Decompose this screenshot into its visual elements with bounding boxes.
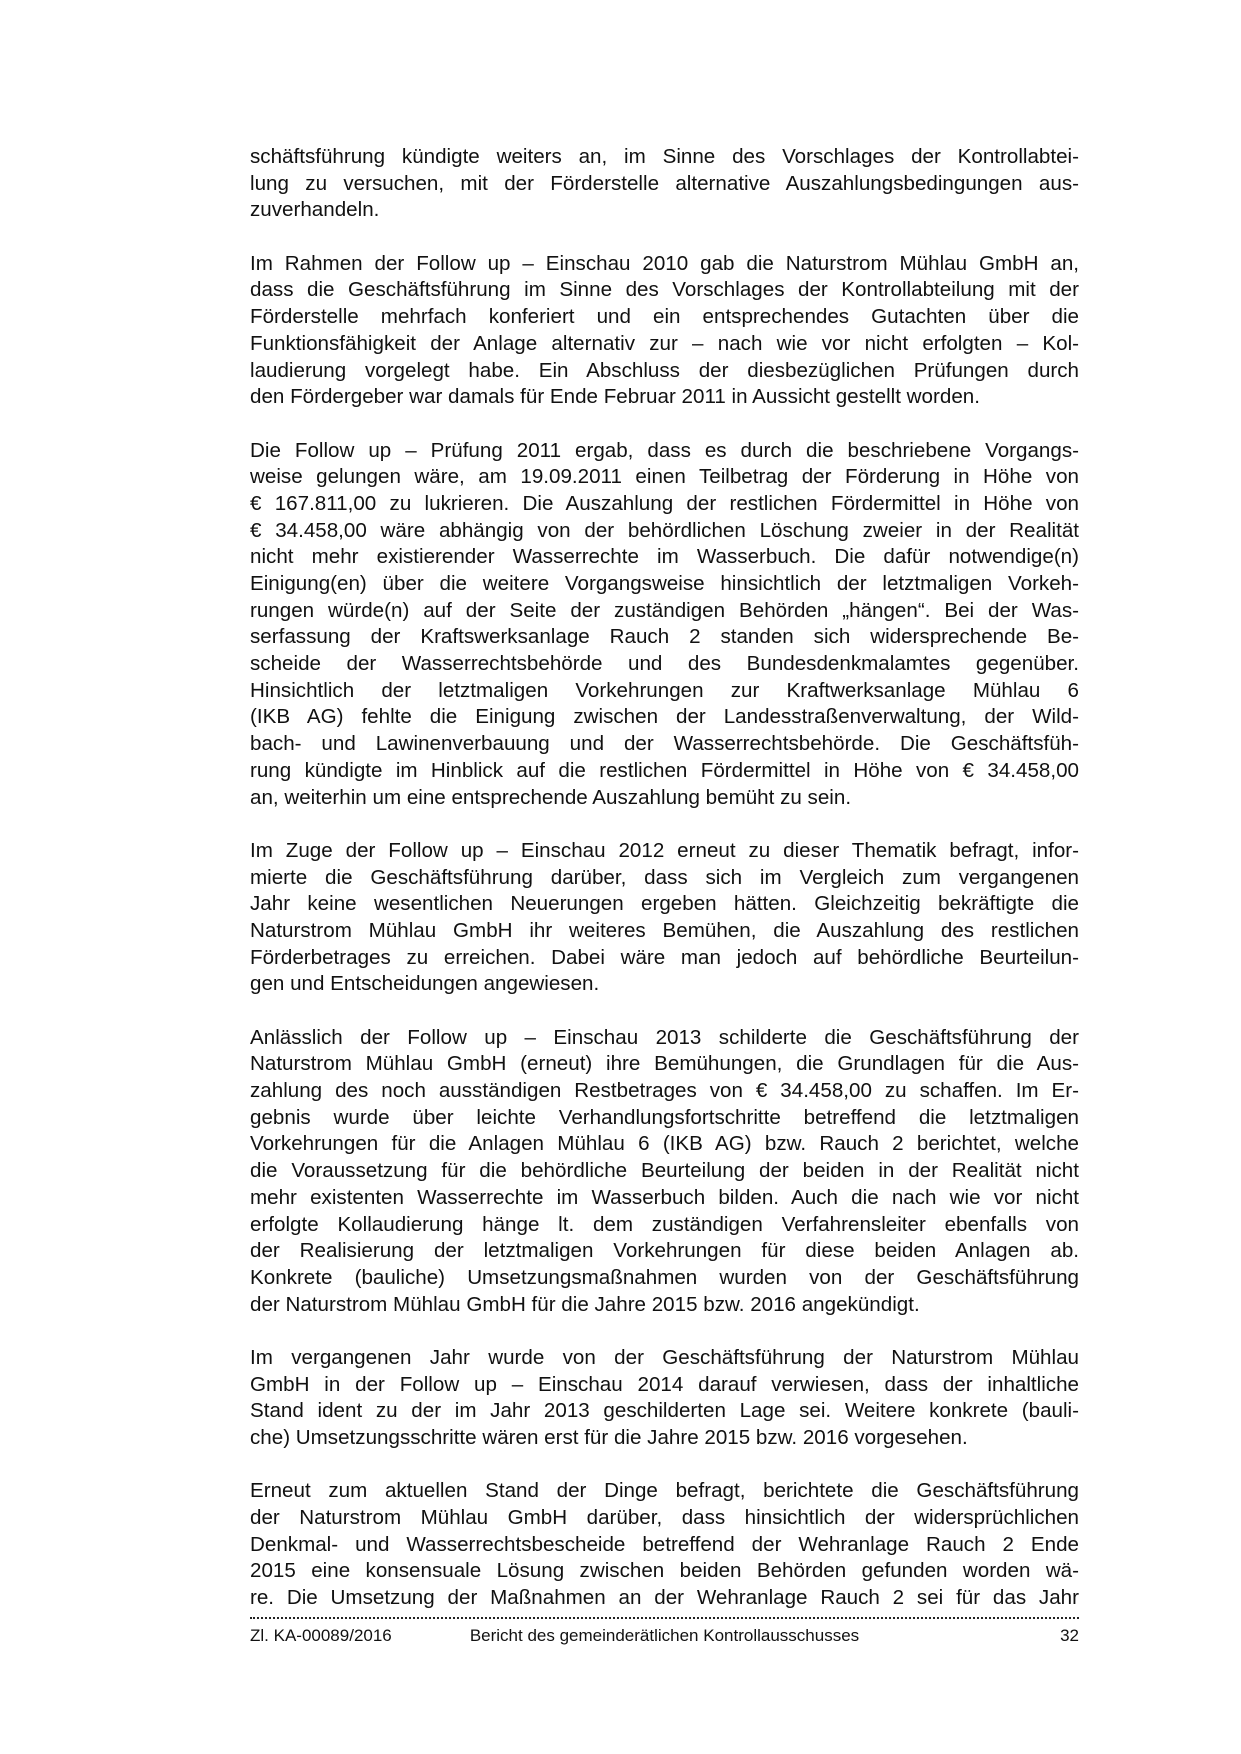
text-line: rung kündigte im Hinblick auf die restlichen Fördermittel in Höhe von € 34.458,00	[250, 758, 1079, 782]
document-reference: Zl. KA-00089/2016	[250, 1626, 392, 1645]
paragraph	[250, 438, 1079, 812]
text-line: € 34.458,00 wäre abhängig von der behördlichen Löschung zweier in der Realität	[250, 518, 1079, 542]
text-line: (IKB AG) fehlte die Einigung zwischen der Landesstraßenverwaltung, der Wild-	[250, 705, 1079, 729]
page-footer	[250, 1624, 1079, 1648]
text-line: Einigung(en) über die weitere Vorgangsweise hinsichtlich der letztmaligen Vorkeh-	[250, 572, 1079, 595]
paragraph	[250, 1025, 1079, 1319]
text-line: Erneut zum aktuellen Stand der Dinge befragt, berichtete die Geschäftsführung	[250, 1479, 1079, 1503]
text-line: Vorkehrungen für die Anlagen Mühlau 6 (IKB AG) bzw. Rauch 2 berichtet, welche	[250, 1132, 1079, 1156]
text-line: der Naturstrom Mühlau GmbH für die Jahre 2015 bzw. 2016 angekündigt.	[250, 1292, 920, 1316]
text-line: bach- und Lawinenverbauung und der Wasserrechtsbehörde. Die Geschäftsfüh-	[250, 732, 1079, 756]
text-line: Funktionsfähigkeit der Anlage alternativ zur – nach wie vor nicht erfolgten – Kol-	[250, 331, 1079, 355]
page-number: 32	[1060, 1626, 1079, 1645]
text-line: Die Follow up – Prüfung 2011 ergab, dass es durch die beschriebene Vorgangs-	[250, 438, 1079, 462]
paragraph	[250, 1478, 1079, 1611]
text-line: 2015 eine konsensuale Lösung zwischen beiden Behörden gefunden worden wä-	[250, 1559, 1079, 1583]
text-line: mehr existenten Wasserrechte im Wasserbuch bilden. Auch die nach wie vor nicht	[250, 1185, 1079, 1209]
text-line: die Voraussetzung für die behördliche Beurteilung der beiden in der Realität nicht	[250, 1159, 1079, 1183]
text-line: schäftsführung kündigte weiters an, im Sinne des Vorschlages der Kontrollabtei-	[250, 145, 1079, 168]
text-line: an, weiterhin um eine entsprechende Auszahlung bemüht zu sein.	[250, 785, 852, 809]
text-line: Stand ident zu der im Jahr 2013 geschilderten Lage sei. Weitere konkrete (bauli-	[250, 1399, 1079, 1423]
text-line: Anlässlich der Follow up – Einschau 2013 schilderte die Geschäftsführung der	[250, 1025, 1079, 1049]
text-line: € 167.811,00 zu lukrieren. Die Auszahlung der restlichen Fördermittel in Höhe von	[250, 491, 1079, 515]
text-line: Konkrete (bauliche) Umsetzungsmaßnahmen wurden von der Geschäftsführung	[250, 1265, 1079, 1289]
text-line: Im vergangenen Jahr wurde von der Geschäftsführung der Naturstrom Mühlau	[250, 1345, 1079, 1369]
paragraph	[250, 1345, 1079, 1452]
text-line: lung zu versuchen, mit der Förderstelle alternative Auszahlungsbedingungen aus-	[250, 171, 1079, 195]
report-title: Bericht des gemeinderätlichen Kontrollausschusses	[469, 1626, 860, 1645]
text-line: dass die Geschäftsführung im Sinne des Vorschlages der Kontrollabteilung mit der	[250, 278, 1079, 302]
text-line: che) Umsetzungsschritte wären erst für die Jahre 2015 bzw. 2016 vorgesehen.	[250, 1426, 968, 1449]
text-line: Naturstrom Mühlau GmbH (erneut) ihre Bemühungen, die Grundlagen für die Aus-	[250, 1052, 1079, 1076]
text-line: nicht mehr existierender Wasserrechte im Wasserbuch. Die dafür notwendige(n)	[250, 545, 1079, 569]
text-line: erfolgte Kollaudierung hänge lt. dem zuständigen Verfahrensleiter ebenfalls von	[250, 1212, 1079, 1236]
text-line: GmbH in der Follow up – Einschau 2014 darauf verwiesen, dass der inhaltliche	[250, 1372, 1079, 1396]
text-line: der Realisierung der letztmaligen Vorkehrungen für diese beiden Anlagen ab.	[250, 1239, 1079, 1263]
paragraph	[250, 838, 1079, 998]
text-line: Hinsichtlich der letztmaligen Vorkehrungen zur Kraftwerksanlage Mühlau 6	[250, 678, 1079, 702]
text-line: scheide der Wasserrechtsbehörde und des Bundesdenkmalamtes gegenüber.	[250, 652, 1079, 676]
text-line: gen und Entscheidungen angewiesen.	[250, 972, 600, 996]
text-line: den Fördergeber war damals für Ende Februar 2011 in Aussicht gestellt worden.	[250, 385, 980, 409]
text-line: zahlung des noch ausständigen Restbetrages von € 34.458,00 zu schaffen. Im Er-	[250, 1079, 1079, 1103]
text-line: weise gelungen wäre, am 19.09.2011 einen Teilbetrag der Förderung in Höhe von	[250, 465, 1079, 489]
footer-divider	[250, 1617, 1079, 1619]
body-text	[250, 144, 1079, 1612]
text-line: der Naturstrom Mühlau GmbH darüber, dass hinsichtlich der widersprüchlichen	[250, 1506, 1079, 1530]
text-line: Förderstelle mehrfach konferiert und ein entsprechendes Gutachten über die	[250, 305, 1079, 329]
paragraph	[250, 251, 1079, 411]
text-line: Jahr keine wesentlichen Neuerungen ergeben hätten. Gleichzeitig bekräftigte die	[250, 892, 1079, 916]
text-line: re. Die Umsetzung der Maßnahmen an der Wehranlage Rauch 2 sei für das Jahr	[250, 1586, 1079, 1610]
text-line: Denkmal- und Wasserrechtsbescheide betreffend der Wehranlage Rauch 2 Ende	[250, 1532, 1079, 1556]
text-line: laudierung vorgelegt habe. Ein Abschluss der diesbezüglichen Prüfungen durch	[250, 358, 1079, 382]
text-line: Im Zuge der Follow up – Einschau 2012 erneut zu dieser Thematik befragt, infor-	[250, 838, 1079, 862]
text-line: Förderbetrages zu erreichen. Dabei wäre man jedoch auf behördliche Beurteilun-	[250, 945, 1079, 969]
text-line: Naturstrom Mühlau GmbH ihr weiteres Bemühen, die Auszahlung des restlichen	[250, 918, 1079, 942]
text-line: rungen würde(n) auf der Seite der zuständigen Behörden „hängen“. Bei der Was-	[250, 598, 1079, 622]
paragraph	[250, 144, 1079, 224]
text-line: gebnis wurde über leichte Verhandlungsfortschritte betreffend die letztmaligen	[250, 1105, 1079, 1129]
text-line: serfassung der Kraftswerksanlage Rauch 2 standen sich widersprechende Be-	[250, 625, 1079, 649]
text-line: mierte die Geschäftsführung darüber, dass sich im Vergleich zum vergangenen	[250, 865, 1079, 889]
text-line: Im Rahmen der Follow up – Einschau 2010 gab die Naturstrom Mühlau GmbH an,	[250, 251, 1079, 275]
text-line: zuverhandeln.	[250, 198, 380, 222]
